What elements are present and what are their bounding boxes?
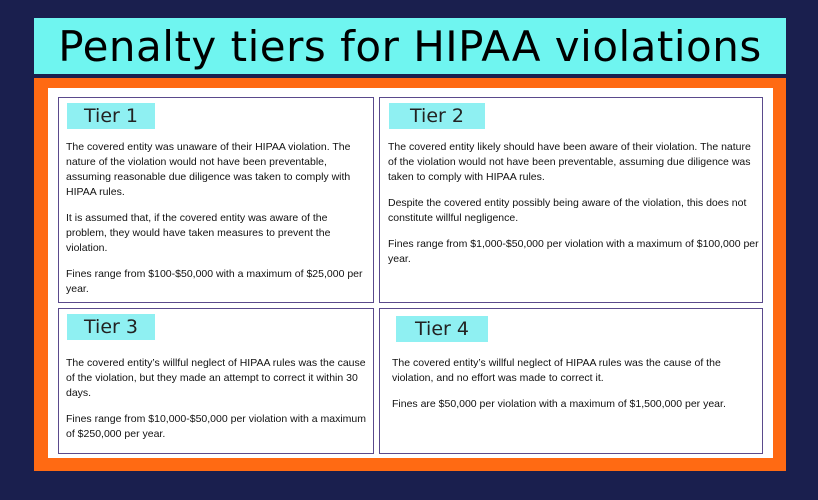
tier-3-label: Tier 3 — [67, 314, 155, 340]
tier-2-paragraph: The covered entity likely should have been aware of their violation. The nature of the violation would not have been preventable, assuming due diligence was taken to comply with HIPAA rules. — [388, 141, 751, 183]
tier-3-paragraph: The covered entity’s willful neglect of HIPAA rules was the cause of the violation, but they made an attempt to correct it within 30 days. — [66, 357, 366, 399]
tier-1-paragraph: It is assumed that, if the covered entity was aware of the problem, they would have taken measures to prevent the violation. — [66, 212, 331, 254]
tier-1-card — [58, 97, 374, 303]
tier-4-fines: Fines are $50,000 per violation with a maximum of $1,500,000 per year. — [392, 398, 726, 410]
tier-3-fines: Fines range from $10,000-$50,000 per violation with a maximum of $250,000 per year. — [66, 413, 366, 440]
tier-2-fines: Fines range from $1,000-$50,000 per violation with a maximum of $100,000 per year. — [388, 238, 759, 265]
tier-2-card — [379, 97, 763, 303]
tier-4-paragraph: The covered entity’s willful neglect of HIPAA rules was the cause of the violation, and no effort was made to correct it. — [392, 357, 721, 384]
tier-1-description — [66, 140, 370, 308]
tier-1-label: Tier 1 — [67, 103, 155, 129]
page-title: Penalty tiers for HIPAA violations — [58, 21, 762, 71]
tier-2-description — [388, 140, 760, 278]
title-banner — [34, 18, 786, 74]
tier-4-card — [379, 308, 763, 454]
tier-4-label: Tier 4 — [396, 316, 488, 342]
tier-2-label: Tier 2 — [389, 103, 485, 129]
tier-4-description — [392, 356, 760, 423]
tier-3-description — [66, 356, 370, 453]
tier-3-card — [58, 308, 374, 454]
tier-1-fines: Fines range from $100-$50,000 with a maximum of $25,000 per year. — [66, 268, 363, 295]
tier-2-paragraph: Despite the covered entity possibly being aware of the violation, this does not constitute willful negligence. — [388, 197, 747, 224]
tier-1-paragraph: The covered entity was unaware of their HIPAA violation. The nature of the violation would not have been preventable, assuming reasonable due diligence was taken to comply with HIPAA rules. — [66, 141, 351, 198]
